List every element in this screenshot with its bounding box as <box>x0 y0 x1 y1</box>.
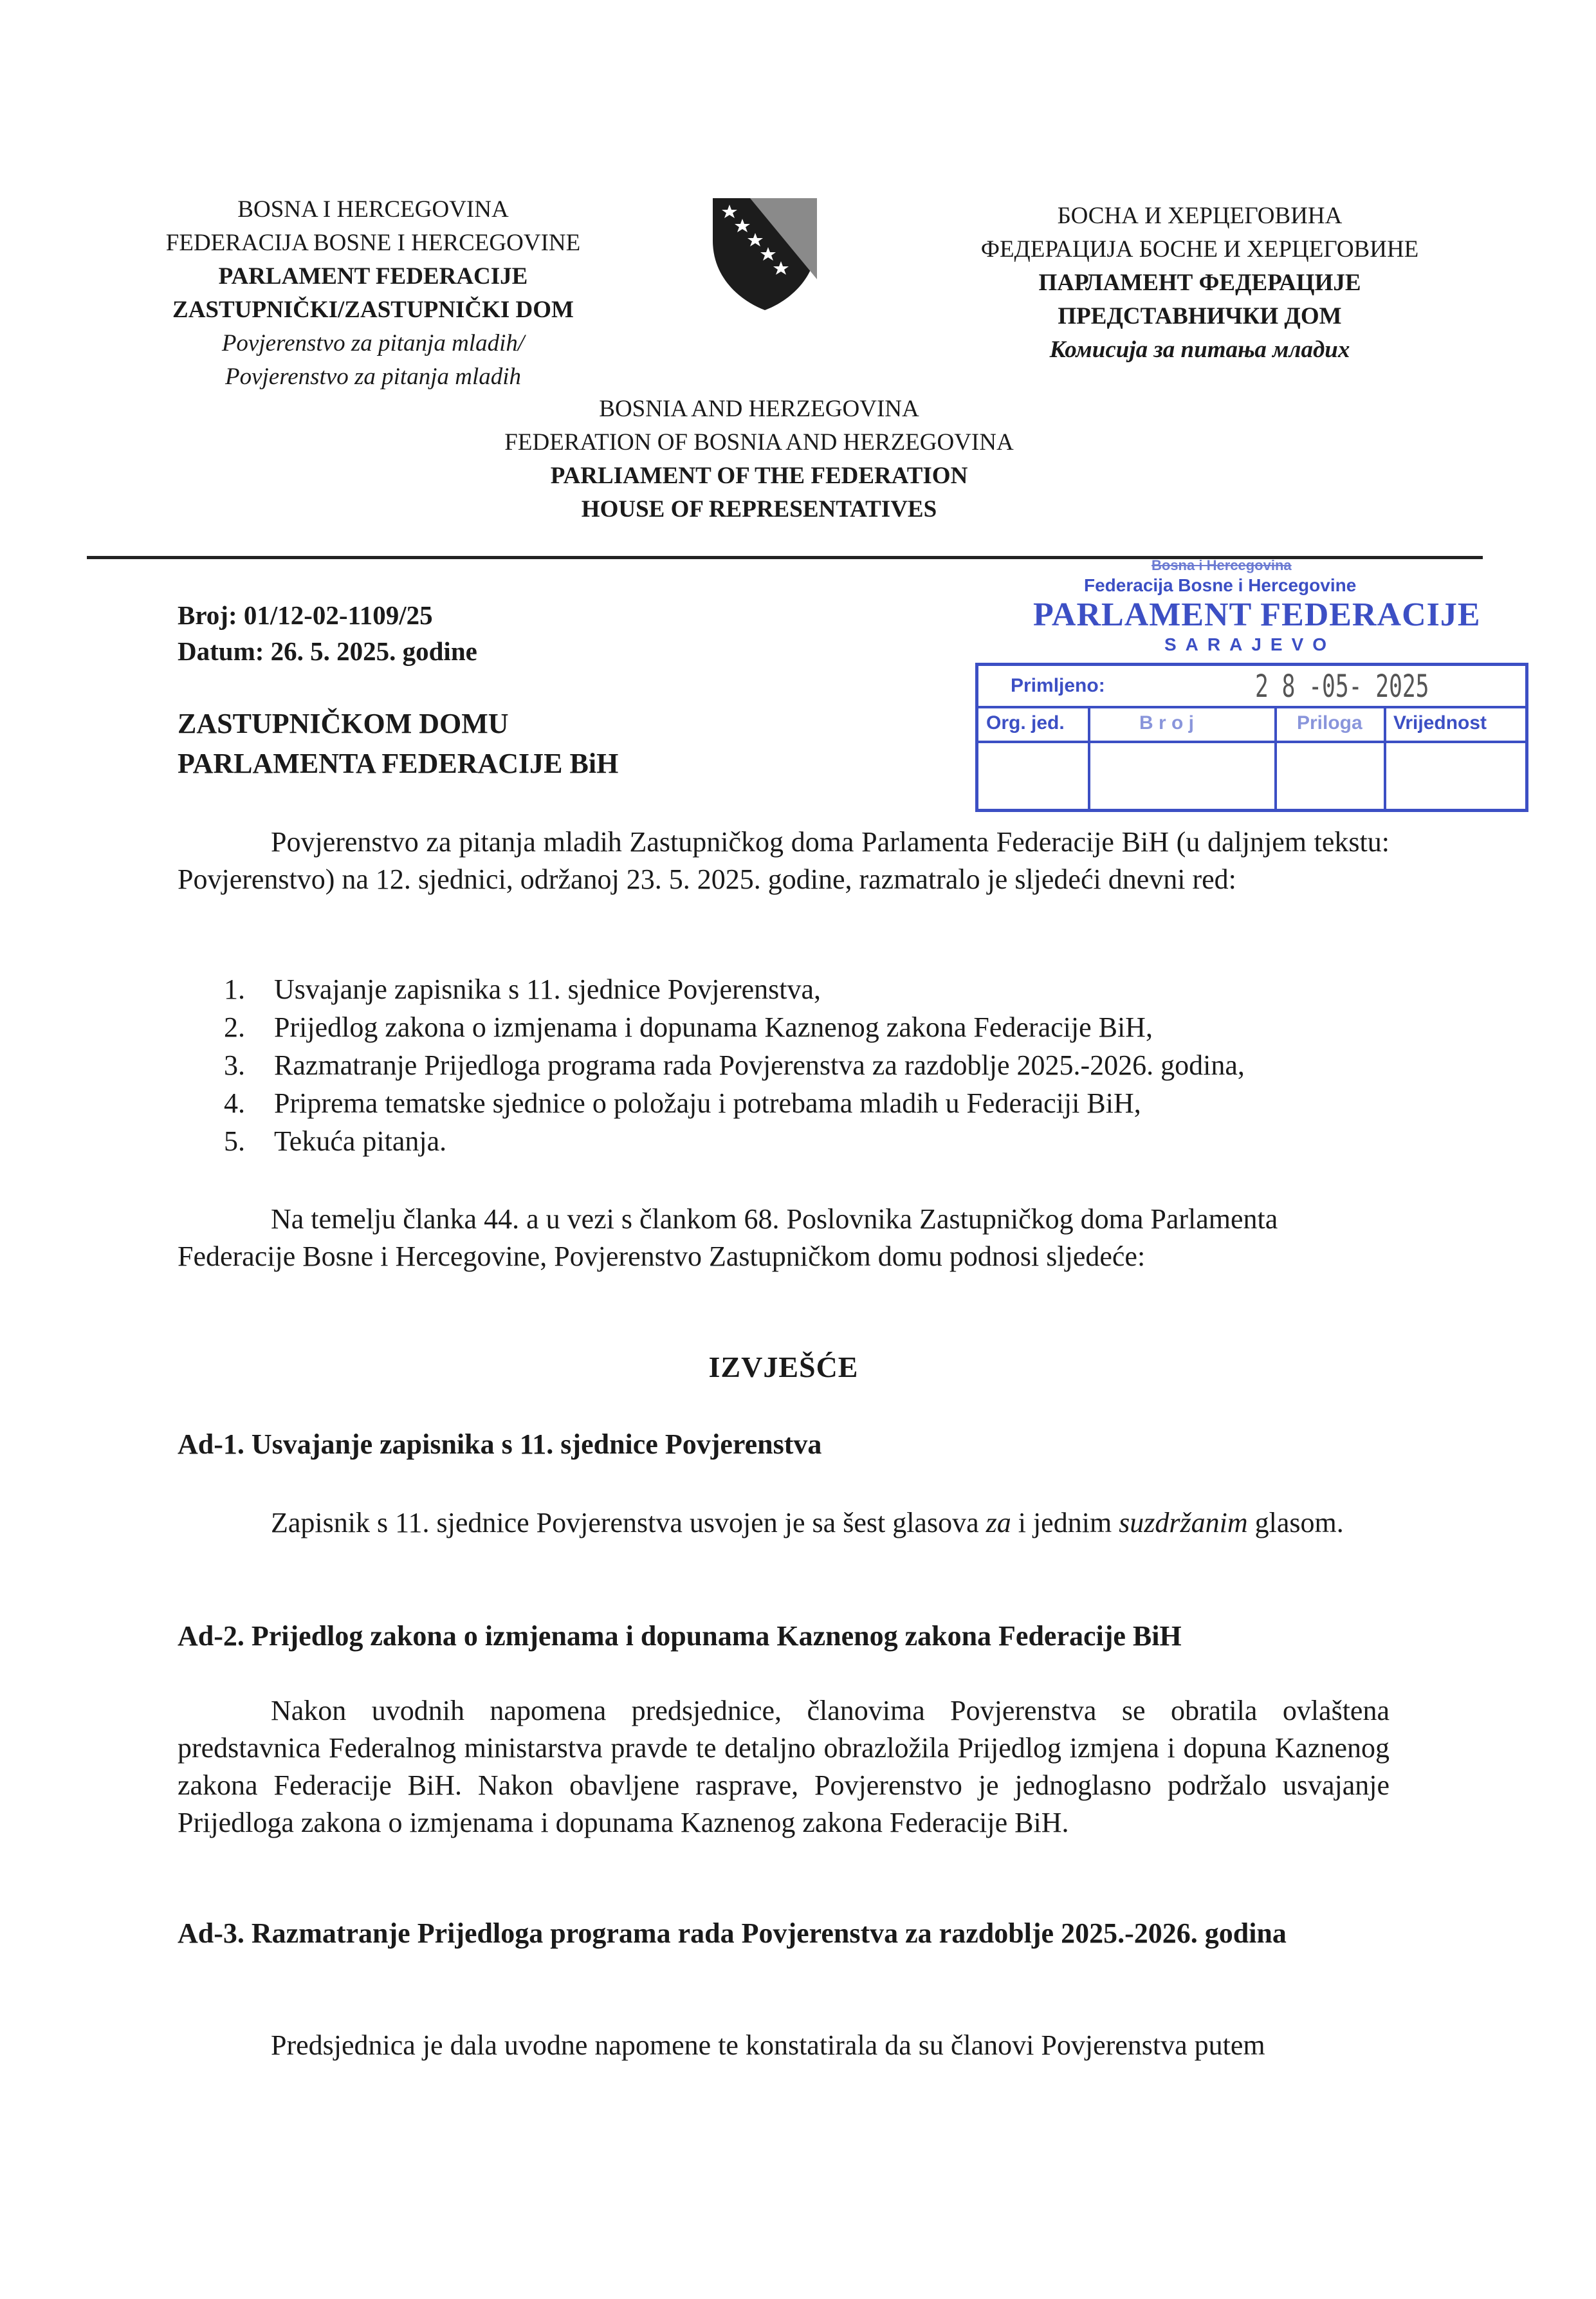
section-3-text: Predsjednica je dala uvodne napomene te konstatirala da su članovi Povjerenstva putem <box>271 2029 1265 2061</box>
addressee-line-1: ZASTUPNIČKOM DOMU <box>178 708 509 739</box>
header-left-committee-1: Povjerenstvo za pitanja mladih/ <box>221 330 525 356</box>
header-center-country: BOSNIA AND HERZEGOVINA <box>599 396 919 422</box>
section-1-text-c: glasom. <box>1247 1507 1344 1538</box>
stamp-col-broj: B r o j <box>1139 712 1195 734</box>
header-right-committee: Комисија за питања младих <box>1049 337 1350 363</box>
header-left-parliament: PARLAMENT FEDERACIJE <box>218 263 528 290</box>
reference-date: Datum: 26. 5. 2025. godine <box>178 636 477 666</box>
stamp-col-priloga: Priloga <box>1297 712 1362 734</box>
stamp-col-org: Org. jed. <box>986 712 1065 734</box>
header-left-committee-2: Povjerenstvo za pitanja mladih <box>225 364 522 390</box>
section-2-text: Nakon uvodnih napomena predsjednice, članovima Povjerenstva se obratila ovlaštena predstavnica Federalnog ministarstva pravde te detaljno obrazložila Prijedlog izmjena i dopuna Kaznenog zakona Federacije BiH. Nakon obavljene rasprave, Povjerenstvo je jednoglasno podržalo usvajanje Prijedloga zakona o izmjenama i dopunama Kaznenog zakona Federacije BiH. <box>178 1695 1390 1838</box>
section-3-paragraph <box>178 2027 1390 2064</box>
addressee-line-2: PARLAMENTA FEDERACIJE BiH <box>178 748 619 779</box>
header-center-federation: FEDERATION OF BOSNIA AND HERZEGOVINA <box>504 429 1014 456</box>
section-1-heading: Ad-1. Usvajanje zapisnika s 11. sjednice Povjerenstva <box>178 1428 822 1460</box>
agenda-number: 2. <box>224 1011 245 1043</box>
header-right-country: БОСНА И ХЕРЦЕГОВИНА <box>1057 203 1343 229</box>
agenda-text: Usvajanje zapisnika s 11. sjednice Povjerenstva, <box>274 974 821 1005</box>
section-1-text-za: za <box>986 1507 1011 1538</box>
intro-paragraph <box>178 824 1390 898</box>
stamp-divider <box>1274 706 1277 809</box>
header-center <box>437 392 1081 526</box>
stamp-col-vrijednost: Vrijednost <box>1393 712 1487 734</box>
stamp-line-2: Federacija Bosne i Hercegovine <box>1084 575 1357 595</box>
stamp-divider <box>1384 706 1386 809</box>
section-1-paragraph <box>178 1504 1390 1542</box>
agenda-number: 1. <box>224 974 245 1005</box>
list-item <box>178 1008 1400 1046</box>
stamp-row-columns <box>978 706 1525 743</box>
coat-of-arms-icon <box>710 196 820 311</box>
intro-text: Povjerenstvo za pitanja mladih Zastupničkog doma Parlamenta Federacije BiH (u daljnjem tekstu: Povjerenstvo) na 12. sjednici, održanoj 23. 5. 2025. godine, razmatralo je sljedeći dnevni red: <box>178 826 1390 895</box>
stamp-grid <box>975 663 1528 812</box>
reference-block <box>178 597 757 669</box>
basis-paragraph <box>178 1201 1310 1275</box>
agenda-number: 3. <box>224 1049 245 1081</box>
stamp-line-4: SARAJEVO <box>1164 634 1336 654</box>
section-2-heading: Ad-2. Prijedlog zakona o izmjenama i dopunama Kaznenog zakona Federacije BiH <box>178 1620 1182 1652</box>
agenda-text: Tekuća pitanja. <box>274 1125 447 1157</box>
agenda-text: Priprema tematske sjednice o položaju i potrebama mladih u Federaciji BiH, <box>274 1087 1141 1119</box>
stamp-row-received <box>978 666 1525 708</box>
stamp-received-date: 2 8 -05- 2025 <box>1255 669 1429 705</box>
basis-text: Na temelju članka 44. a u vezi s člankom 68. Poslovnika Zastupničkog doma Parlamenta Federacije Bosne i Hercegovine, Povjerenstvo Zastupničkom domu podnosi sljedeće: <box>178 1203 1278 1272</box>
stamp-line-1: Bosna i Hercegovina <box>1151 557 1292 573</box>
header-center-house: HOUSE OF REPRESENTATIVES <box>581 496 937 522</box>
header-right-parliament: ПАРЛАМЕНТ ФЕДЕРАЦИЈЕ <box>1038 270 1361 296</box>
agenda-number: 5. <box>224 1125 245 1157</box>
agenda-text: Razmatranje Prijedloga programa rada Povjerenstva za razdoblje 2025.-2026. godina, <box>274 1049 1245 1081</box>
header-left-house: ZASTUPNIČKI/ZASTUPNIČKI DOM <box>172 297 574 323</box>
report-title: IZVJEŠĆE <box>708 1351 859 1383</box>
section-1-text <box>178 1504 1390 1542</box>
addressee <box>178 704 885 784</box>
agenda-list <box>178 970 1400 1160</box>
reference-number: Broj: 01/12-02-1109/25 <box>178 600 433 630</box>
header-left-federation: FEDERACIJA BOSNE I HERCEGOVINE <box>165 230 581 256</box>
list-item <box>178 1046 1400 1084</box>
section-2-paragraph <box>178 1692 1390 1842</box>
list-item <box>178 1084 1400 1122</box>
stamp-received-label: Primljeno: <box>1011 675 1105 696</box>
agenda-number: 4. <box>224 1087 245 1119</box>
list-item <box>178 970 1400 1008</box>
section-1-text-suz: suzdržanim <box>1119 1507 1248 1538</box>
agenda-text: Prijedlog zakona o izmjenama i dopunama Kaznenog zakona Federacije BiH, <box>274 1011 1153 1043</box>
header-left-country: BOSNA I HERCEGOVINA <box>237 196 509 223</box>
header-right-federation: ФЕДЕРАЦИЈА БОСНЕ И ХЕРЦЕГОВИНЕ <box>980 236 1419 263</box>
received-stamp <box>971 552 1531 817</box>
section-1-text-a: Zapisnik s 11. sjednice Povjerenstva usvojen je sa šest glasova <box>271 1507 986 1538</box>
stamp-line-3: PARLAMENT FEDERACIJE <box>1033 596 1481 633</box>
header-left <box>103 193 643 394</box>
stamp-divider <box>1088 706 1090 809</box>
section-1-text-b: i jednim <box>1011 1507 1119 1538</box>
header-right <box>901 199 1499 367</box>
section-3-heading: Ad-3. Razmatranje Prijedloga programa rada Povjerenstva za razdoblje 2025.-2026. godina <box>178 1917 1287 1949</box>
list-item <box>178 1122 1400 1160</box>
header-right-house: ПРЕДСТАВНИЧКИ ДОМ <box>1058 303 1342 329</box>
header-center-parliament: PARLIAMENT OF THE FEDERATION <box>550 463 968 489</box>
